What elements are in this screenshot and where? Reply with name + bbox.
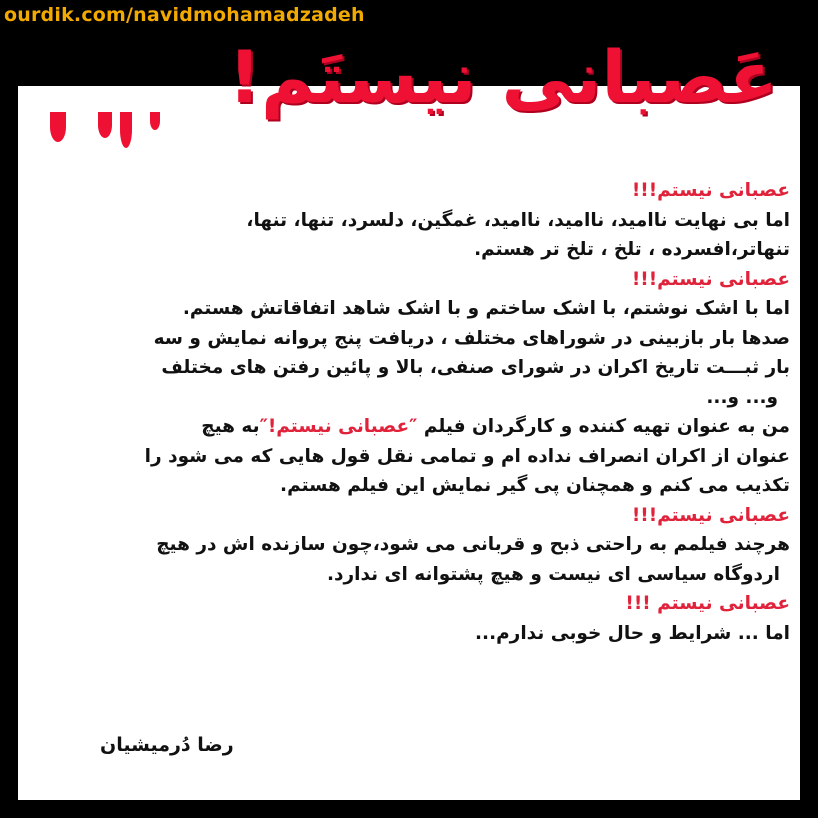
paragraph-line: اما با اشک نوشتم، با اشک ساختم و با اشک شاهد اتفاقاتش هستم. (182, 298, 790, 319)
paragraph-line: صدها بار بازبینی در شوراهای مختلف ، دریافت پنج پروانه نمایش و سه (153, 327, 790, 349)
paragraph-line: و... و... (706, 386, 778, 408)
paragraph-line (30, 412, 790, 442)
drip-decoration (98, 112, 112, 138)
section-heading: عصبانی نیستم!!! (631, 504, 790, 526)
paragraph-line: اما بی نهایت ناامید، ناامید، ناامید، غمگین، دلسرد، تنها، تنها، (246, 209, 790, 231)
author-signature: رضا دُرمیشیان (100, 734, 234, 756)
paragraph-line: اردوگاه سیاسی ای نیست و هیچ پشتوانه ای ندارد. (326, 563, 780, 585)
paragraph-line: هرچند فیلمم به راحتی ذبح و قربانی می شود،چون سازنده اش در هیچ (156, 534, 790, 555)
paragraph-text: من به عنوان تهیه کننده و کارگردان فیلم (417, 416, 790, 437)
paragraph-text: به هیچ (201, 416, 260, 437)
film-title: ″عصبانی نیستم!″ (259, 416, 418, 437)
site-watermark: ourdik.com/navidmohamadzadeh (4, 4, 365, 26)
drip-decoration (150, 112, 160, 130)
poster-title: عَصبانی نیستَم! (228, 35, 778, 119)
paragraph-line: بار ثبـــت تاریخ اکران در شورای صنفی، بالا و پائین رفتن های مختلف (161, 357, 790, 378)
paragraph-line: اما ... شرایط و حال خوبی ندارم... (475, 622, 790, 644)
section-heading: عصبانی نیستم!!! (631, 268, 790, 290)
paragraph-line: تنهاتر،افسرده ، تلخ ، تلخ تر هستم. (474, 239, 790, 260)
section-heading: عصبانی نیستم !!! (625, 593, 790, 614)
statement-body (30, 176, 790, 648)
drip-decoration (120, 112, 132, 148)
paragraph-line: تکذیب می کنم و همچنان پی گیر نمایش این فیلم هستم. (280, 475, 790, 496)
paragraph-line: عنوان از اکران انصراف نداده ام و تمامی نقل قول هایی که می شود را (144, 445, 790, 467)
section-heading: عصبانی نیستم!!! (631, 180, 790, 201)
drip-decoration (50, 112, 66, 142)
